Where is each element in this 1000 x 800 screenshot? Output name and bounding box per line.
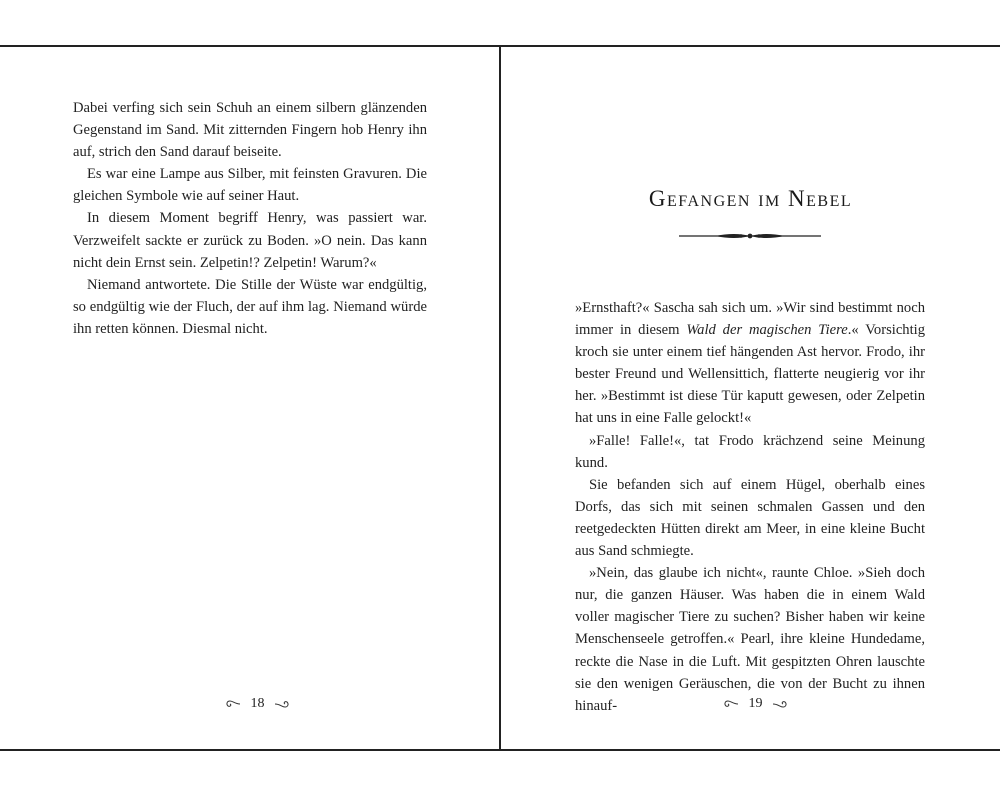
left-swirl-ornament-icon bbox=[225, 699, 241, 709]
right-swirl-ornament-icon bbox=[274, 699, 290, 709]
page-number-19: 19 bbox=[748, 696, 763, 711]
left-page-text bbox=[73, 97, 427, 340]
right-paragraph-1-end: .« Vorsichtig kroch sie unter einem tief hängenden Ast hervor. Frodo, ihr bester Freund und Wellensittich, flatterte neugierig vor ihr her. »Bestimmt ist diese Tür kaputt gewesen, oder Zelpetin hat uns in eine Falle gelockt!« bbox=[575, 322, 926, 427]
italic-book-title: Wald der magischen Tiere bbox=[686, 322, 848, 339]
right-paragraph-1 bbox=[575, 297, 925, 430]
left-paragraph-2: Es war eine Lampe aus Silber, mit feinsten Gravuren. Die gleichen Symbole wie auf seiner Haut. bbox=[73, 166, 427, 205]
right-paragraph-1-start: »Ernsthaft?« Sascha sah sich um. »Wir sind bestimmt noch immer in diesem bbox=[575, 300, 925, 339]
page-number-18: 18 bbox=[250, 696, 265, 711]
chapter-title: Gefangen im Nebel bbox=[648, 186, 853, 211]
right-page-number bbox=[723, 696, 788, 712]
right-page-text bbox=[575, 297, 925, 717]
right-paragraph-2: »Falle! Falle!«, tat Frodo krächzend seine Meinung kund. bbox=[575, 432, 925, 471]
left-swirl-ornament-icon bbox=[723, 699, 739, 709]
right-paragraph-3: Sie befanden sich auf einem Hügel, oberhalb eines Dorfs, das sich mit seinen schmalen Gassen und den reetgedeckten Hütten direkt am Meer, in eine kleine Bucht aus Sand schmiegte. bbox=[575, 476, 925, 560]
left-paragraph-4: Niemand antwortete. Die Stille der Wüste war endgültig, so endgültig wie der Fluch, der auf ihm lag. Niemand würde ihn retten können. Diesmal nicht. bbox=[73, 276, 427, 337]
left-page bbox=[0, 45, 501, 751]
left-page-number bbox=[225, 696, 290, 712]
left-paragraph-3: In diesem Moment begriff Henry, was passiert war. Verzweifelt sackte er zurück zu Boden. »O nein. Das kann nicht dein Ernst sein. Zelpetin!? Zelpetin! Warum?« bbox=[73, 210, 427, 271]
left-paragraph-1: Dabei verfing sich sein Schuh an einem silbern glänzenden Gegenstand im Sand. Mit zitternden Fingern hob Henry ihn auf, strich den Sand darauf beiseite. bbox=[73, 100, 427, 161]
right-swirl-ornament-icon bbox=[772, 699, 788, 709]
right-page bbox=[501, 45, 1000, 751]
chapter-divider-ornament-icon bbox=[675, 228, 825, 244]
right-paragraph-4: »Nein, das glaube ich nicht«, raunte Chloe. »Sieh doch nur, die ganzen Häuser. Was haben die in einem Wald voller magischer Tiere zu suchen? Bisher haben wir keine Menschenseele getroffen.« Pearl, ihre kleine Hundedame, reckte die Nase in die Luft. Mit gespitzten Ohren lauschte sie den wenigen Geräuschen, die von der Bucht zu ihnen hinauf- bbox=[575, 565, 925, 714]
